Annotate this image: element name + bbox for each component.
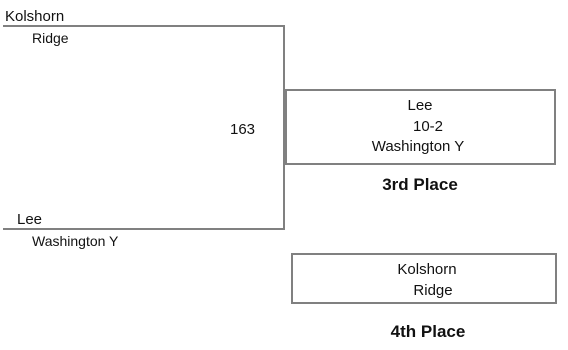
fourth-place-team: Ridge — [413, 282, 453, 299]
third-place-winner-name: Lee — [407, 97, 433, 114]
bottom-competitor-name: Lee — [17, 211, 43, 228]
bottom-competitor-team: Washington Y — [32, 233, 119, 249]
third-place-winner-team: Washington Y — [371, 138, 465, 155]
top-competitor-team: Ridge — [32, 30, 69, 46]
fourth-place-label: 4th Place — [390, 322, 466, 341]
top-competitor-line — [3, 25, 285, 27]
third-place-label: 3rd Place — [382, 175, 458, 194]
bottom-competitor-line — [3, 228, 285, 230]
weight-class-label: 163 — [230, 121, 256, 138]
top-competitor-name: Kolshorn — [5, 8, 65, 25]
fourth-place-name: Kolshorn — [397, 261, 457, 278]
third-place-score: 10-2 — [412, 118, 444, 135]
